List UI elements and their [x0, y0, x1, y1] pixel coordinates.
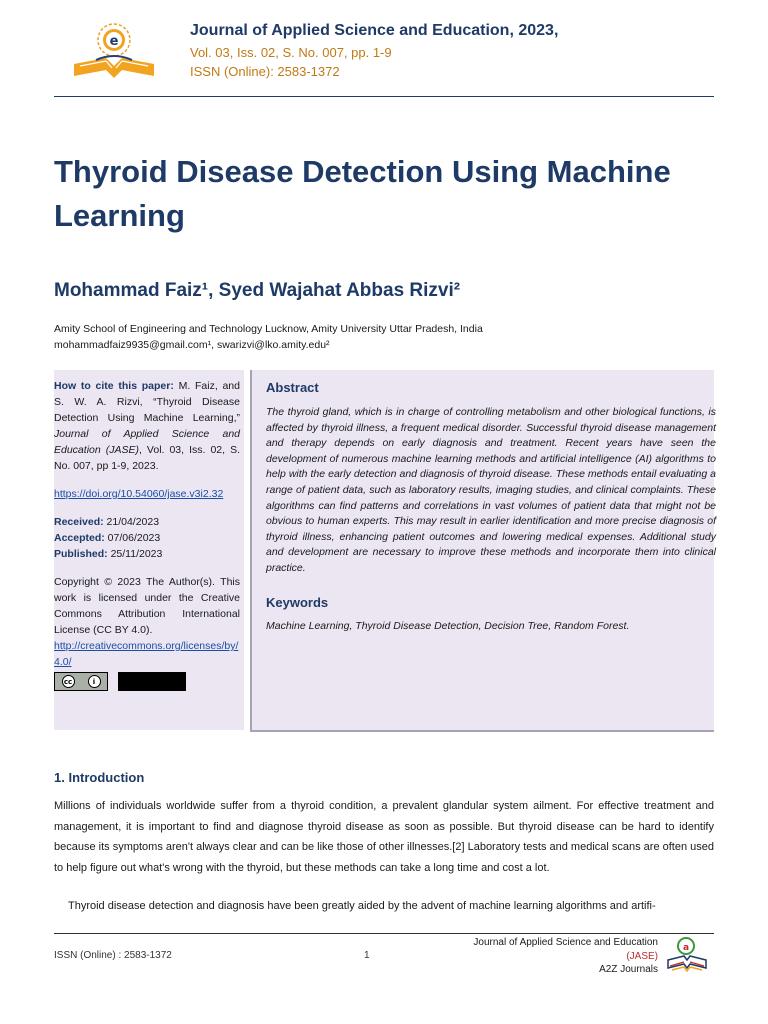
introduction-paragraph-2: Thyroid disease detection and diagnosis have been greatly aided by the advent of machine learning algorithms and artifi- [68, 900, 656, 912]
abstract-panel [250, 370, 714, 732]
paper-title: Thyroid Disease Detection Using Machine Learning [54, 154, 671, 233]
svg-text:a: a [682, 943, 690, 953]
accepted-label: Accepted: [54, 532, 105, 544]
footer-publisher: A2Z Journals [599, 964, 658, 975]
published-label: Published: [54, 548, 108, 560]
cite-label: How to cite this paper: [54, 380, 174, 392]
footer-journal-abbr: (JASE) [626, 951, 658, 962]
introduction-paragraph-1: Millions of individuals worldwide suffer from a thyroid condition, a prevalent glandular system ailment. For effective treatment and management, it is important to find and diagnose thyroid disease as soon as possible. But thyroid disease can be hard to identify because its symptoms aren't always clear and can be like those of other illnesses.[2] Laboratory tests and medical scans are often used to help figure out what's wrong with the thyroid, but these methods can take a long time and cost a lot. [54, 800, 715, 874]
journal-logo-icon [66, 14, 162, 86]
header-divider [54, 96, 714, 97]
footer-issn: ISSN (Online) : 2583-1372 [54, 950, 172, 961]
received-date [54, 514, 244, 530]
keywords-heading: Keywords [266, 594, 329, 610]
author-emails: mohammadfaiz9935@gmail.com¹, swarizvi@lko.amity.edu² [54, 339, 330, 351]
license-link[interactable]: http://creativecommons.org/licenses/by/4.0/ [54, 640, 239, 668]
accepted-date [54, 530, 244, 546]
copyright-notice: Copyright © 2023 The Author(s). This work is licensed under the Creative Commons Attribution International License (CC BY 4.0). [54, 576, 240, 636]
article-info-sidebar [54, 370, 244, 730]
paper-authors: Mohammad Faiz¹, Syed Wajahat Abbas Rizvi² [54, 280, 461, 301]
author-affiliation: Amity School of Engineering and Technology Lucknow, Amity University Uttar Pradesh, India [54, 323, 483, 335]
footer-journal-name: Journal of Applied Science and Education [473, 937, 658, 948]
introduction-heading: 1. Introduction [54, 770, 145, 785]
citation-block [54, 378, 244, 474]
published-date [54, 546, 244, 562]
journal-issn: ISSN (Online): 2583-1372 [190, 64, 340, 79]
a2z-book-logo-icon [664, 936, 710, 976]
cc-symbol-icon: cc [62, 675, 75, 688]
svg-text:e: e [109, 34, 119, 49]
received-value: 21/04/2023 [103, 516, 160, 528]
keywords-text: Machine Learning, Thyroid Disease Detection, Decision Tree, Random Forest. [266, 619, 630, 632]
page-number: 1 [364, 950, 370, 961]
creative-commons-by-badge-icon[interactable] [54, 672, 108, 691]
journal-volume: Vol. 03, Iss. 02, S. No. 007, pp. 1-9 [190, 45, 392, 60]
redacted-badge [118, 672, 186, 691]
attribution-symbol-icon: i [88, 675, 101, 688]
footer-divider [54, 933, 714, 934]
footer-journal [473, 936, 658, 964]
journal-name: Journal of Applied Science and Education, 2023, [190, 22, 559, 39]
cite-text: M. Faiz, and S. W. A. Rizvi, “Thyroid Disease Detection Using Machine Learning,” [54, 380, 240, 424]
cite-journal: Journal of Applied Science and Education (JASE) [54, 428, 240, 456]
cite-rest: , Vol. 03, Iss. 02, S. No. 007, pp 1-9, 2023. [54, 444, 240, 472]
accepted-value: 07/06/2023 [104, 532, 161, 544]
abstract-heading: Abstract [266, 380, 319, 395]
received-label: Received: [54, 516, 104, 528]
abstract-text: The thyroid gland, which is in charge of controlling metabolism and other biological functions, is affected by thyroid illness, a frequent medical disorder. Successful thyroid disease management and therapy depends on early diagnosis and treatment. Recent years have seen the development of numerous machine learning methods and artificial intelligence (AI) algorithms to help with the early detection and diagnosis of thyroid disease. These methods entail evaluating a range of patient data, such as laboratory results, imaging studies, and clinical complaints. These algorithms can find patterns and correlations in vast volumes of patient data that might not be obvious to human experts. This may result in earlier identification and more precise diagnosis of thyroid illness, enhancing patient outcomes and lowering medical expenses. Additional study and development are necessary to improve these methods and incorporate them into clinical practice. [266, 406, 716, 574]
published-value: 25/11/2023 [107, 548, 163, 560]
doi-link[interactable]: https://doi.org/10.54060/jase.v3i2.32 [54, 488, 224, 500]
